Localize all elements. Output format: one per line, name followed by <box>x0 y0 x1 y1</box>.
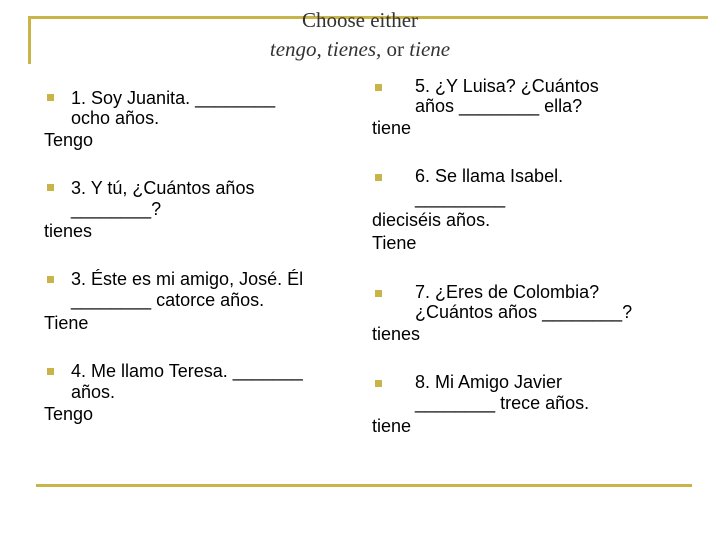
item-answer: Tengo <box>44 130 94 150</box>
item-question-line-2: ________ catorce años. <box>71 290 265 310</box>
item-answer: tienes <box>372 324 421 344</box>
item-question-line-1: 3. Éste es mi amigo, José. Él <box>71 269 304 289</box>
bullet-icon <box>47 184 54 191</box>
item-question-line-1: 8. Mi Amigo Javier <box>415 372 563 392</box>
item-answer: Tiene <box>44 313 89 333</box>
item-answer: tiene <box>372 118 412 138</box>
bullet-icon <box>375 380 382 387</box>
item-question-line-1: 5. ¿Y Luisa? ¿Cuántos <box>415 76 599 96</box>
item-question-line-1: 6. Se llama Isabel. <box>415 166 564 186</box>
item-answer: tiene <box>372 416 412 436</box>
item-question-line-2: ocho años. <box>71 108 160 128</box>
title-word-tiene: tiene <box>409 37 451 61</box>
item-answer-line-2: Tiene <box>372 233 417 253</box>
title-word-tienes: tienes, <box>327 37 382 61</box>
bullet-icon <box>375 290 382 297</box>
bullet-icon <box>375 174 382 181</box>
item-question-line-2: _________ <box>415 188 506 208</box>
item-question-line-1: 7. ¿Eres de Colombia? <box>415 282 600 302</box>
item-question-line-1: 4. Me llamo Teresa. _______ <box>71 361 303 381</box>
bullet-icon <box>47 368 54 375</box>
title-line-2 <box>0 37 720 61</box>
item-question-line-2: años ________ ella? <box>415 96 583 116</box>
bottom-rule <box>36 484 692 487</box>
item-answer: Tengo <box>44 404 94 424</box>
item-question-line-2: ________? <box>71 199 162 219</box>
item-question-line-2: ________ trece años. <box>415 393 590 413</box>
bullet-icon <box>47 276 54 283</box>
item-answer: dieciséis años. <box>372 210 491 230</box>
item-question-line-2: ¿Cuántos años ________? <box>415 302 633 322</box>
bullet-icon <box>47 94 54 101</box>
title-word-or: or <box>386 37 405 61</box>
item-answer: tienes <box>44 221 93 241</box>
title-word-tengo: tengo, <box>269 37 322 61</box>
item-question-line-1: 3. Y tú, ¿Cuántos años <box>71 178 255 198</box>
title-line-1: Choose either <box>301 8 419 32</box>
bullet-icon <box>375 84 382 91</box>
item-question-line-2: años. <box>71 382 116 402</box>
item-question-line-1: 1. Soy Juanita. ________ <box>71 88 276 108</box>
